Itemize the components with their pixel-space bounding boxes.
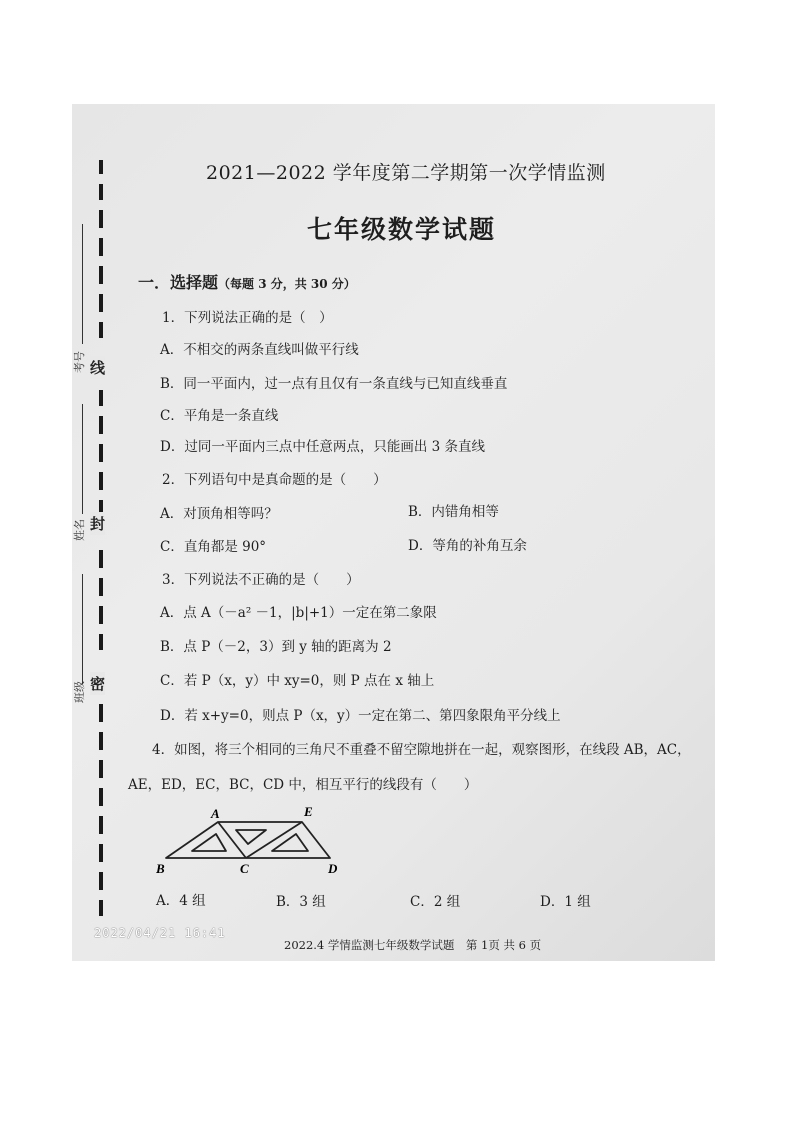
question-4-stem-continued: AE，ED，EC，BC，CD 中，相互平行的线段有（ ）	[128, 777, 478, 793]
ruler-hole-3	[272, 834, 308, 851]
question-2-stem: 2．下列语句中是真命题的是（ ）	[162, 472, 387, 488]
figure-edge-ac	[218, 822, 246, 858]
question-2-option-c: C．直角都是 90°	[160, 539, 267, 555]
question-4-option-d: D．1 组	[540, 894, 591, 910]
info-line	[82, 224, 83, 344]
question-4-option-b: B．3 组	[276, 894, 326, 910]
binding-char-seal: 封	[90, 512, 105, 535]
triangle-ruler-figure	[156, 804, 352, 876]
section-title	[138, 270, 356, 293]
question-3-option-a: A．点 A（－a² －1，|b|+1）一定在第二象限	[160, 605, 437, 621]
bleed-through-text	[632, 164, 715, 181]
question-4-option-a: A．4 组	[156, 893, 206, 909]
binding-char-line: 线	[90, 356, 105, 379]
page-footer: 2022.4 学情监测七年级数学试题 第 1页 共 6 页	[284, 938, 542, 952]
question-4-stem: 4．如图，将三个相同的三角尺不重叠不留空隙地拼在一起，观察图形，在线段 AB，AC，	[152, 742, 691, 758]
question-2-option-d: D．等角的补角互余	[408, 538, 527, 554]
question-3-option-d: D．若 x+y=0，则点 P（x，y）一定在第二、第四象限角平分线上	[160, 708, 561, 724]
figure-outline	[166, 822, 330, 858]
name-label: 姓名	[73, 519, 86, 541]
binding-char-secret: 密	[90, 672, 105, 695]
question-1-stem: 1．下列说法正确的是（ ）	[162, 310, 333, 326]
question-1-option-c: C．平角是一条直线	[160, 408, 279, 424]
question-3-option-b: B．点 P（－2，3）到 y 轴的距离为 2	[160, 639, 392, 655]
info-line	[82, 574, 83, 684]
section-heading: 一．选择题	[138, 273, 219, 292]
question-3-stem: 3．下列说法不正确的是（ ）	[162, 572, 360, 588]
photo-timestamp: 2022/04/21 16:41	[94, 926, 226, 940]
info-line	[82, 404, 83, 514]
ruler-hole-2	[236, 830, 266, 844]
question-2-option-a: A．对顶角相等吗？	[160, 506, 278, 522]
exam-subtitle: 七年级数学试题	[307, 215, 497, 244]
exam-title: 2021—2022 学年度第二学期第一次学情监测	[206, 162, 606, 184]
figure-label-b: B	[156, 861, 165, 876]
figure-label-c: C	[240, 861, 249, 876]
question-2-option-b: B．内错角相等	[408, 504, 499, 520]
question-1-option-b: B．同一平面内，过一点有且仅有一条直线与已知直线垂直	[160, 376, 508, 392]
class-label: 班级	[73, 681, 86, 703]
question-4-option-c: C．2 组	[410, 894, 461, 910]
section-score-note: （每题 3 分，共 30 分）	[218, 277, 356, 291]
question-1-option-a: A．不相交的两条直线叫做平行线	[160, 342, 359, 358]
exam-number-label: 考号	[73, 351, 86, 373]
question-3-option-c: C．若 P（x，y）中 xy=0，则 P 点在 x 轴上	[160, 673, 435, 689]
figure-label-a: A	[211, 806, 220, 821]
figure-label-e: E	[304, 804, 313, 819]
exam-photo	[72, 104, 715, 961]
figure-label-d: D	[328, 861, 338, 876]
question-1-option-d: D．过同一平面内三点中任意两点，只能画出 3 条直线	[160, 439, 485, 455]
